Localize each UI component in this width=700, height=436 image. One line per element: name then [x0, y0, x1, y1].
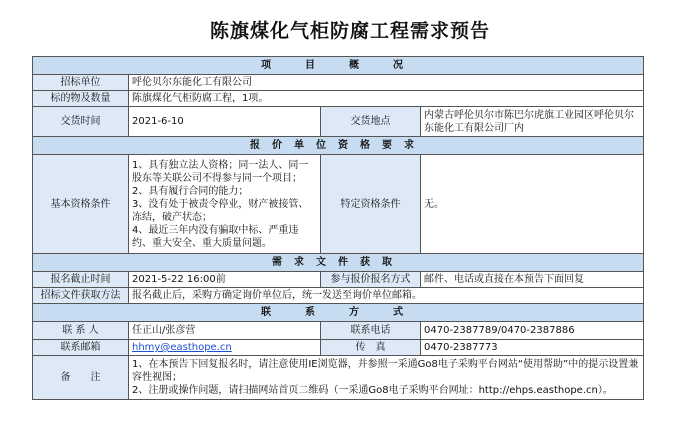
subject-value: 陈旗煤化气柜防腐工程，1项。: [129, 91, 644, 107]
contact-phone-label: 联系电话: [321, 322, 421, 340]
contact-person-label: 联 系 人: [33, 322, 129, 340]
page-title: 陈旗煤化气柜防腐工程需求预告: [209, 20, 490, 42]
special-qualification-label: 特定资格条件: [321, 155, 421, 254]
method-label: 参与报价报名方式: [321, 272, 421, 288]
remark-line: 2、注册或操作问题，请扫描网站首页二维码（一采通Go8电子采购平台网址：http://ehps.easthope.cn）。: [132, 385, 613, 396]
unit-label: 招标单位: [33, 75, 129, 91]
basic-qualification-value: [129, 155, 321, 254]
unit-value: 呼伦贝尔东能化工有限公司: [129, 75, 644, 91]
remark-value: [129, 356, 644, 400]
method-value: 邮件、电话或直接在本预告下面回复: [421, 272, 644, 288]
delivery-place-value: 内蒙古呼伦贝尔市陈巴尔虎旗工业园区呼伦贝尔东能化工有限公司厂内: [421, 107, 644, 137]
qualification-item: 4、最近三年内没有骗取中标、严重违约、重大安全、重大质量问题。: [132, 224, 299, 249]
remark-line: 1、在本预告下回复报名时，请注意使用IE浏览器，并参照一采通Go8电子采购平台网站“使用帮助”中的提示设置兼容性视图；: [132, 359, 639, 383]
subject-label: 标的物及数量: [33, 91, 129, 107]
basic-qualification-label: 基本资格条件: [33, 155, 129, 254]
section-header-docs: 需求文件获取: [33, 254, 644, 272]
qualification-item: 3、没有处于被责令停业，财产被接管、冻结，破产状态；: [132, 198, 309, 223]
section-header-contact: 联 系 方 式: [33, 304, 644, 322]
contact-email-label: 联系邮箱: [33, 340, 129, 356]
contact-email-value: [129, 340, 321, 356]
contact-person-value: 任正山/张彦营: [129, 322, 321, 340]
deadline-label: 报名截止时间: [33, 272, 129, 288]
notice-table: [32, 56, 644, 400]
obtain-value: 报名截止后，采购方确定询价单位后，统一发送至询价单位邮箱。: [129, 288, 644, 304]
email-link[interactable]: hhmy@easthope.cn: [132, 342, 232, 353]
delivery-time-label: 交货时间: [33, 107, 129, 137]
special-qualification-value: 无。: [421, 155, 644, 254]
section-header-qualification: 报价单位资格要求: [33, 137, 644, 155]
qualification-item: 1、具有独立法人资格；同一法人、同一股东等关联公司不得参与同一个项目；: [132, 159, 309, 184]
delivery-time-value: 2021-6-10: [129, 107, 321, 137]
deadline-value: 2021-5-22 16:00前: [129, 272, 321, 288]
remark-label: 备 注: [33, 356, 129, 400]
contact-phone-value: 0470-2387789/0470-2387886: [421, 322, 644, 340]
section-header-project: 项 目 概 况: [33, 57, 644, 75]
fax-value: 0470-2387773: [421, 340, 644, 356]
qualification-item: 2、具有履行合同的能力；: [132, 185, 249, 197]
delivery-place-label: 交货地点: [321, 107, 421, 137]
fax-label: 传 真: [321, 340, 421, 356]
obtain-label: 招标文件获取方法: [33, 288, 129, 304]
